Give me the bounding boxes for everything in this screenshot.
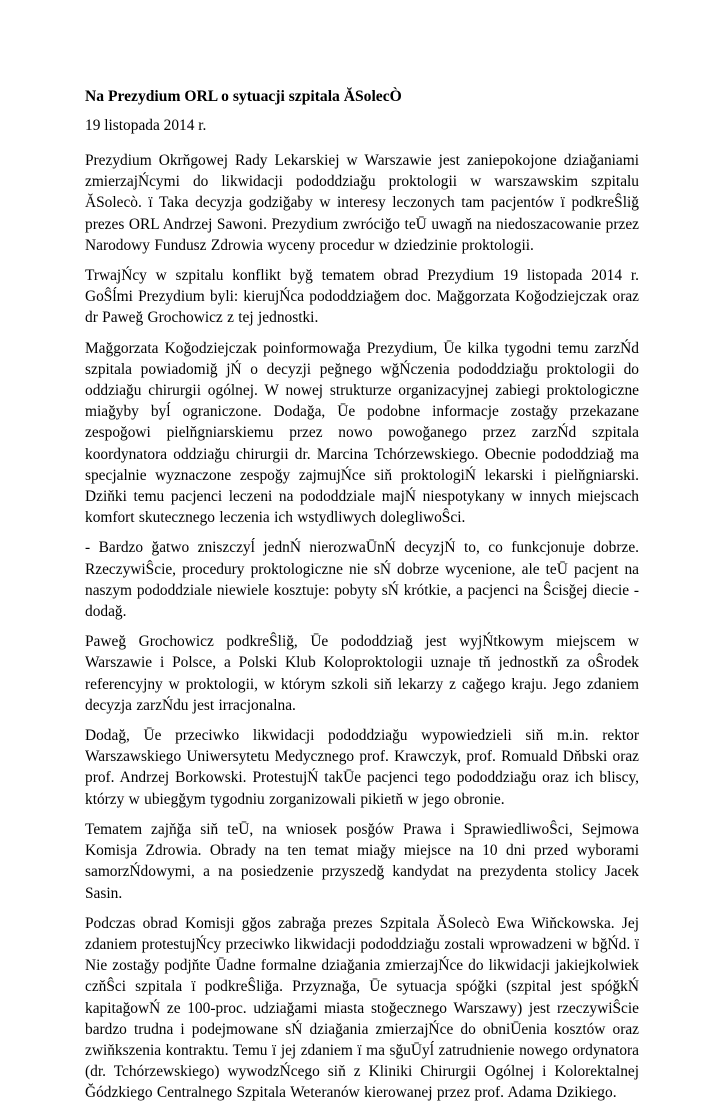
paragraph: Podczas obrad Komisji gğos zabrağa prezes Szpitala ĂSolecò Ewa Wiňckowska. Jej zdaniem protestujŃcy przeciwko likwidacji pododdziağu zostali wprowadzeni w bğŃd. ï Nie zostağy podjňte Ūadne formalne dziağania zmierzajŃce do likwidacji jakiejkolwiek czňŜci szpitala ï podkreŜliğa. Przyznağa, Ūe sytuacja spóğki (szpital jest spóğkŃ kapitağowŃ ze 100-proc. udziağami miasta stoğecznego Warszawy) jest rzeczywiŜcie bardzo trudna i podejmowane sŃ dziağania zmierzajŃce do obniŪenia kosztów oraz zwiňkszenia kontraktu. Temu ï jej zdaniem ï ma sğuŪyĺ zatrudnienie nowego ordynatora (dr. Tchórzewskiego) wywodzŃcego siň z Kliniki Chirurgii Ogólnej i Kolorektalnej Ğódzkiego Centralnego Szpitala Weteranów kierowanej przez prof. Adama Dzikiego. [85,914,639,1102]
document-date: 19 listopada 2014 r. [85,117,207,134]
paragraph: - Bardzo ğatwo zniszczyĺ jednŃ nierozwaŪnŃ decyzjŃ to, co funkcjonuje dobrze. RzeczywiŜcie, procedury proktologiczne nie sŃ dobrze wycenione, ale teŪ pacjent na naszym pododdziale niewiele kosztuje: pobyty sŃ krótkie, a pacjenci na Ŝcisğej diecie - dodağ. [85,539,639,621]
paragraph: Prezydium Okrňgowej Rady Lekarskiej w Warszawie jest zaniepokojone dziağaniami zmierzajŃcymi do likwidacji pododdziağu proktologii w warszawskim szpitalu ĂSolecò. ï Taka decyzja godziğaby w interesy leczonych tam pacjentów ï podkreŜliğ prezes ORL Andrzej Sawoni. Prezydium zwróciğo teŪ uwagň na niedoszacowanie przez Narodowy Fundusz Zdrowia wyceny procedur w dziedzinie proktologii. [85,152,639,254]
document-body [85,150,639,1104]
paragraph: Tematem zajňğa siň teŪ, na wniosek posğów Prawa i SprawiedliwoŜci, Sejmowa Komisja Zdrowia. Obrady na ten temat miağy miejsce na 10 dni przed wyborami samorzŃdowymi, a na posiedzenie przyszedğ kandydat na prezydenta stolicy Jacek Sasin. [85,820,639,902]
paragraph: Dodağ, Ūe przeciwko likwidacji pododdziağu wypowiedzieli siň m.in. rektor Warszawskiego Uniwersytetu Medycznego prof. Krawczyk, prof. Romuald Dňbski oraz prof. Andrzej Borkowski. ProtestujŃ takŪe pacjenci tego pododdziağu oraz ich bliscy, którzy w ubiegğym tygodniu zorganizowali pikietň w jego obronie. [85,727,639,808]
paragraph: Mağgorzata Koğodziejczak poinformowağa Prezydium, Ūe kilka tygodni temu zarzŃd szpitala powiadomiğ jŃ o decyzji peğnego wğŃczenia pododdziağu proktologii do oddziağu chirurgii ogólnej. W nowej strukturze organizacyjnej zabiegi proktologiczne miağyby byĺ ograniczone. Dodağa, Ūe podobne informacje zostağy przekazane zespoğowi pielňgniarskiemu przez nowo powoğanego przez zarzŃd szpitala koordynatora oddziağu chirurgii dr. Marcina Tchórzewskiego. Obecnie pododdziağ ma specjalnie wyznaczone zespoğy zajmujŃce siň proktologiŃ lekarski i pielňgniarski. Dziňki temu pacjenci leczeni na pododdziale majŃ niespotykany w innych miejscach komfort skutecznego leczenia ich wstydliwych dolegliwoŜci. [85,339,639,527]
paragraph: TrwajŃcy w szpitalu konflikt byğ tematem obrad Prezydium 19 listopada 2014 r. GoŜĺmi Prezydium byli: kierujŃca pododdziağem doc. Mağgorzata Koğodziejczak oraz dr Paweğ Grochowicz z tej jednostki. [85,267,639,327]
document-title: Na Prezydium ORL o sytuacji szpitala ĂSolecÒ [85,88,402,105]
paragraph: Paweğ Grochowicz podkreŜliğ, Ūe pododdziağ jest wyjŃtkowym miejscem w Warszawie i Polsce, a Polski Klub Koloproktologii uznaje tň jednostkň za oŜrodek referencyjny w proktologii, w którym szkoli siň lekarzy z cağego kraju. Jego zdaniem decyzja zarzŃdu jest irracjonalna. [85,633,639,714]
